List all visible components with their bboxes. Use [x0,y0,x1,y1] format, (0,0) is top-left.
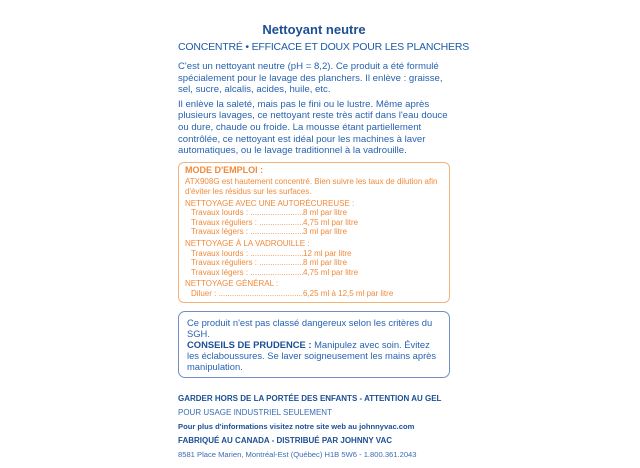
dilution-row [185,289,443,299]
dilution-section-title: NETTOYAGE À LA VADROUILLE : [185,238,310,248]
description-2: Il enlève la saleté, mais pas le fini ou le lustre. Même après plusieurs lavages, ce nettoyant reste très actif dans l'eau douce ou dure, chaude ou froide. La mousse étant partiellement contrôlée, ce nettoyant est idéal pour les machines à laver automatiques, ou le lavage traditionnel à la vadrouille. [178,98,448,157]
dilution-section-title: NETTOYAGE AVEC UNE AUTORÉCUREUSE : [185,198,355,208]
dilution-section [185,199,443,237]
dilution-section [185,279,443,298]
safety-text: Manipulez avec soin. Évitez les éclaboussures. Se laver soigneusement les mains après manipulation. [187,339,437,373]
dilution-label: Diluer : ..... [191,289,303,299]
directions-intro: ATX908G est hautement concentré. Bien suivre les taux de dilution afin d'éviter les résidus sur les surfaces. [185,177,438,196]
footer-warning: GARDER HORS DE LA PORTÉE DES ENFANTS - ATTENTION AU GEL [178,394,442,404]
directions-heading: MODE D'EMPLOI : [185,164,264,175]
description-1: C'est un nettoyant neutre (pH = 8,2). Ce produit a été formulé spécialement pour le lavage des planchers. Il enlève : graisse, sel, sucre, alcalis, acides, huile, etc. [178,61,443,96]
dilution-label: Travaux légers : ..... [191,268,303,278]
dilution-value: 4,75 ml par litre [303,267,359,277]
product-label [178,22,470,460]
dilution-value: 8 ml par litre [303,208,348,218]
dilution-section-title: NETTOYAGE GÉNÉRAL : [185,279,279,289]
dilution-row [185,268,443,278]
footer-web: Pour plus d'informations visitez notre site web au johnnyvac.com [178,422,415,432]
dilution-value: 3 ml par litre [303,227,348,237]
dilution-label: Travaux lourds : ..... [191,208,303,218]
safety-label: CONSEILS DE PRUDENCE : [187,339,312,351]
dilution-row [185,258,443,268]
footer-address: 8581 Place Marien, Montréal-Est (Québec) H1B 5W6 - 1.800.361.2043 [178,450,417,460]
dilution-value: 12 ml par litre [303,248,352,258]
dilution-label: Travaux lourds : ..... [191,249,303,259]
footer-usage: POUR USAGE INDUSTRIEL SEULEMENT [178,408,332,418]
dilution-row [185,218,443,228]
dilution-row [185,227,443,237]
dilution-value: 4,75 ml par litre [303,217,359,227]
directions-box [178,162,450,304]
dilution-label: Travaux réguliers : ..... [191,218,303,228]
dilution-value: 8 ml par litre [303,258,348,268]
dilution-row [185,249,443,259]
product-subtitle: CONCENTRÉ • EFFICACE ET DOUX POUR LES PLANCHERS [178,41,470,53]
product-title: Nettoyant neutre [262,22,366,37]
dilution-value: 6,25 ml à 12,5 ml par litre [303,288,394,298]
dilution-label: Travaux réguliers : ..... [191,258,303,268]
safety-box [178,311,450,378]
dilution-section [185,239,443,277]
footer-made: FABRIQUÉ AU CANADA - DISTRIBUÉ PAR JOHNNY VAC [178,436,393,446]
dilution-row [185,208,443,218]
safety-classification: Ce produit n'est pas classé dangereux selon les critères du SGH. [187,317,433,340]
dilution-label: Travaux légers : ..... [191,227,303,237]
